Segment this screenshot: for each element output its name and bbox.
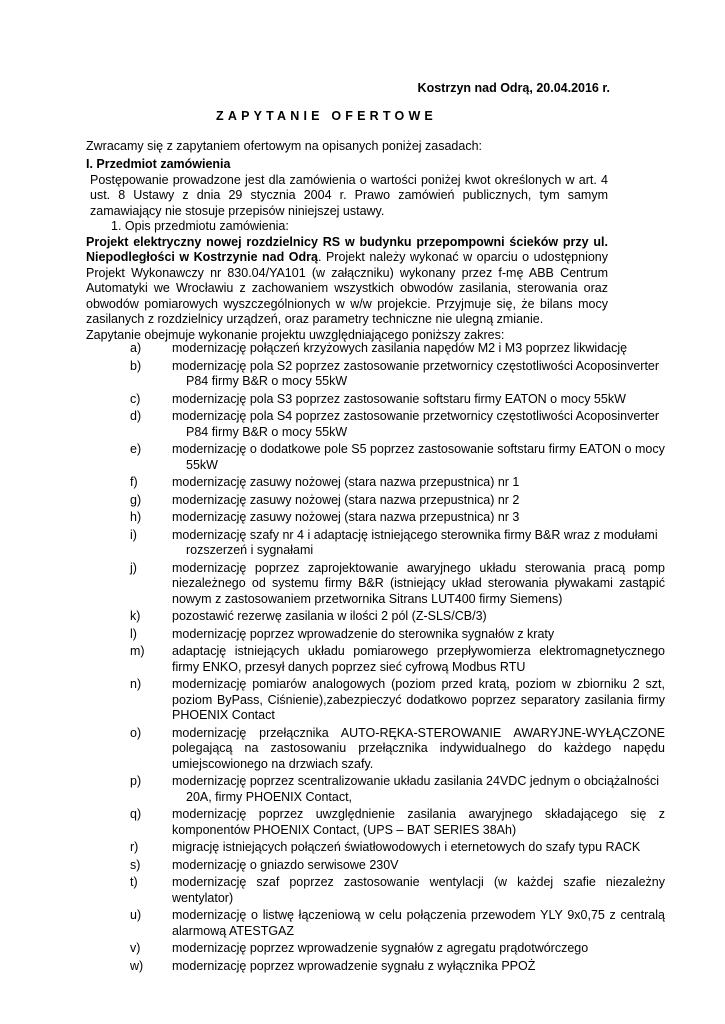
scope-item-text: modernizację o gniazdo serwisowe 230V <box>172 857 399 872</box>
scope-list <box>130 341 665 976</box>
scope-item-continuation: P84 firmy B&R o mocy 55kW <box>186 374 348 388</box>
scope-item-letter: k) <box>130 609 141 623</box>
scope-item-letter: a) <box>130 341 142 355</box>
scope-item <box>130 807 665 838</box>
scope-item <box>130 493 665 509</box>
scope-item-letter: v) <box>130 941 141 955</box>
scope-item <box>130 392 665 408</box>
scope-item-text-wrapper <box>172 341 665 357</box>
place-date: Kostrzyn nad Odrą, 20.04.2016 r. <box>417 81 610 95</box>
project-description <box>86 235 608 328</box>
scope-item-text: modernizację o listwę łączeniową w celu połączenia przewodem YLY 9x0,75 z centralą alarmową ATESTGAZ <box>172 908 665 938</box>
scope-item-text: modernizację szafy nr 4 i adaptację istniejącego sterownika firmy B&R wraz z modułami <box>172 527 658 542</box>
scope-item-continuation: rozszerzeń i sygnałami <box>186 543 314 557</box>
scope-item <box>130 409 665 440</box>
scope-item-text-wrapper <box>172 807 665 838</box>
section-paragraph: Postępowanie prowadzone jest dla zamówienia o wartości poniżej kwot określonych w art. 4 ust. 8 Ustawy z dnia 29 stycznia 2004 r. Prawo zamówień publicznych, tym samym zamawiający nie stosuje przepisów niniejszej ustawy. <box>90 172 608 218</box>
scope-intro: Zapytanie obejmuje wykonanie projektu uwzględniającego poniższy zakres: <box>86 327 505 342</box>
scope-item-letter: p) <box>130 774 142 788</box>
scope-item-text: modernizację o dodatkowe pole S5 poprzez zastosowanie softstaru firmy EATON o mocy <box>172 442 665 456</box>
scope-item <box>130 908 665 939</box>
scope-item-letter: r) <box>130 840 139 854</box>
scope-item <box>130 475 665 491</box>
project-title: Projekt elektryczny nowej rozdzielnicy RS w budynku przepompowni ścieków przy ul. Niepodległości w Kostrzynie nad Odrą <box>86 234 608 264</box>
scope-item-letter: i) <box>130 527 137 542</box>
scope-item-text: modernizację połączeń krzyżowych zasilania napędów M2 i M3 poprzez likwidację <box>172 341 628 355</box>
scope-item-letter: f) <box>130 475 138 489</box>
scope-item-letter: g) <box>130 492 142 507</box>
scope-item-text-wrapper <box>172 875 665 906</box>
scope-item-text-wrapper <box>172 409 665 440</box>
scope-item-text: modernizację szaf poprzez zastosowanie wentylacji (w każdej szafie niezależny wentylator) <box>172 875 665 905</box>
scope-item-letter: t) <box>130 875 138 889</box>
scope-item <box>130 442 665 473</box>
scope-item-text: modernizację pola S2 poprzez zastosowanie przetwornicy częstotliwości Acoposinverter <box>172 358 660 373</box>
scope-item-text-wrapper <box>172 392 665 408</box>
project-details: . Projekt należy wykonać w oparciu o udostępniony Projekt Wykonawczy nr 830.04/YA101 (w załączniku) wykonany przez f-mę ABB Centrum Automatyki we Wrocławiu z zachowaniem wszystkich obwodów zasilania, sterowania oraz obwodów pomiarowych wyszczególnionych w w/w projekcie. Przyjmuje się, że bilans mocy zasilanych z rozdzielnicy urządzeń, oraz parametry techniczne nie ulegną zmianie. <box>86 250 609 326</box>
scope-item-text: modernizację zasuwy nożowej (stara nazwa przepustnica) nr 2 <box>172 492 520 507</box>
scope-item-continuation: 55kW <box>186 457 218 472</box>
scope-item-text: modernizację poprzez zaprojektowanie awaryjnego układu sterowania pracą pomp niezależnego od systemu firmy B&R (istniejący układ sterowania pływakami zastąpić nowym z zastosowaniem przetwornika Sitrans LUT400 firmy Siemens) <box>172 560 665 606</box>
scope-item-letter: w) <box>130 958 144 973</box>
scope-item-text: pozostawić rezerwę zasilania w ilości 2 pól (Z-SLS/CB/3) <box>172 609 487 623</box>
scope-item-text-wrapper <box>172 858 665 874</box>
scope-item-letter: b) <box>130 358 142 373</box>
scope-item <box>130 510 665 526</box>
scope-item-letter: e) <box>130 442 142 456</box>
scope-item-text-wrapper <box>172 528 665 559</box>
scope-item-text-wrapper <box>172 908 665 939</box>
scope-item-text-wrapper <box>172 442 665 473</box>
scope-item-text: modernizację pola S3 poprzez zastosowanie softstaru firmy EATON o mocy 55kW <box>172 391 626 406</box>
scope-item-text-wrapper <box>172 359 665 390</box>
scope-item-letter: o) <box>130 725 142 740</box>
scope-item-text-wrapper <box>172 609 665 625</box>
scope-item-text-wrapper <box>172 493 665 509</box>
scope-item <box>130 609 665 625</box>
scope-item <box>130 959 665 975</box>
scope-item-text-wrapper <box>172 726 665 773</box>
scope-item-text: modernizację poprzez scentralizowanie układu zasilania 24VDC jednym o obciążalności <box>172 774 660 788</box>
scope-item-letter: u) <box>130 908 142 922</box>
scope-item-text-wrapper <box>172 510 665 526</box>
scope-item <box>130 528 665 559</box>
scope-item-text: modernizację zasuwy nożowej (stara nazwa przepustnica) nr 3 <box>172 510 520 524</box>
scope-item <box>130 644 665 675</box>
numbered-item-label: 1. Opis przedmiotu zamówienia: <box>111 219 289 233</box>
scope-item-letter: d) <box>130 409 142 423</box>
scope-item-continuation: P84 firmy B&R o mocy 55kW <box>186 424 348 439</box>
scope-item-letter: q) <box>130 807 142 821</box>
scope-item-text: modernizację przełącznika AUTO-RĘKA-STEROWANIE AWARYJNE-WYŁĄCZONE polegającą na zastosowaniu przełącznika indywidualnego do każdego napędu umiejscowionego na drzwiach szafy. <box>172 725 665 771</box>
scope-item-letter: h) <box>130 510 142 524</box>
section-heading: I. Przedmiot zamówienia <box>86 157 231 171</box>
scope-item-continuation: 20A, firmy PHOENIX Contact, <box>186 789 353 804</box>
scope-item-text: modernizację poprzez wprowadzenie do sterownika sygnałów z kraty <box>172 626 555 641</box>
scope-item <box>130 677 665 724</box>
scope-item-letter: n) <box>130 677 142 691</box>
scope-item-text: modernizację poprzez wprowadzenie sygnałów z agregatu prądotwórczego <box>172 941 589 955</box>
scope-item-letter: c) <box>130 391 141 406</box>
scope-item-letter: m) <box>130 644 145 658</box>
scope-item <box>130 858 665 874</box>
scope-item-text-wrapper <box>172 627 665 643</box>
scope-item <box>130 840 665 856</box>
scope-item <box>130 774 665 805</box>
scope-item-text: modernizację pomiarów analogowych (poziom przed kratą, poziom w zbiorniku 2 szt, poziom ByPass, Ciśnienie),zabezpieczyć dodatkowo poprzez separatory zasilania firmy PHOENIX Contact <box>172 677 665 722</box>
scope-item <box>130 726 665 773</box>
scope-item-text-wrapper <box>172 941 665 957</box>
scope-item-letter: j) <box>130 560 137 575</box>
scope-item-text-wrapper <box>172 840 665 856</box>
scope-item-text: modernizację poprzez wprowadzenie sygnału z wyłącznika PPOŻ <box>172 958 536 973</box>
scope-item <box>130 341 665 357</box>
scope-item-text-wrapper <box>172 644 665 675</box>
scope-item-text-wrapper <box>172 774 665 805</box>
scope-item-text: modernizację poprzez uwzględnienie zasilania awaryjnego składającego się z komponentów PHOENIX Contact, (UPS – BAT SERIES 38Ah) <box>172 807 665 837</box>
scope-item-text: modernizację pola S4 poprzez zastosowanie przetwornicy częstotliwości Acoposinverter <box>172 409 660 423</box>
scope-item-text-wrapper <box>172 561 665 608</box>
scope-item-text-wrapper <box>172 677 665 724</box>
scope-item-text-wrapper <box>172 959 665 975</box>
scope-item-text: adaptację istniejących układu pomiarowego przepływomierza elektromagnetycznego firmy ENKO, przesył danych poprzez sieć cyfrową Modbus RTU <box>172 644 665 674</box>
scope-item-letter: s) <box>130 857 141 872</box>
scope-item <box>130 875 665 906</box>
scope-item <box>130 359 665 390</box>
scope-item <box>130 561 665 608</box>
scope-item-text: migrację istniejących połączeń światłowodowych i eternetowych do szafy typu RACK <box>172 840 641 854</box>
scope-item-letter: l) <box>130 626 137 641</box>
section-subject <box>86 157 608 343</box>
intro-text: Zwracamy się z zapytaniem ofertowym na opisanych poniżej zasadach: <box>86 139 483 153</box>
document-title: ZAPYTANIE OFERTOWE <box>216 109 437 123</box>
scope-item-text: modernizację zasuwy nożowej (stara nazwa przepustnica) nr 1 <box>172 475 520 489</box>
scope-item <box>130 941 665 957</box>
scope-item <box>130 627 665 643</box>
scope-item-text-wrapper <box>172 475 665 491</box>
